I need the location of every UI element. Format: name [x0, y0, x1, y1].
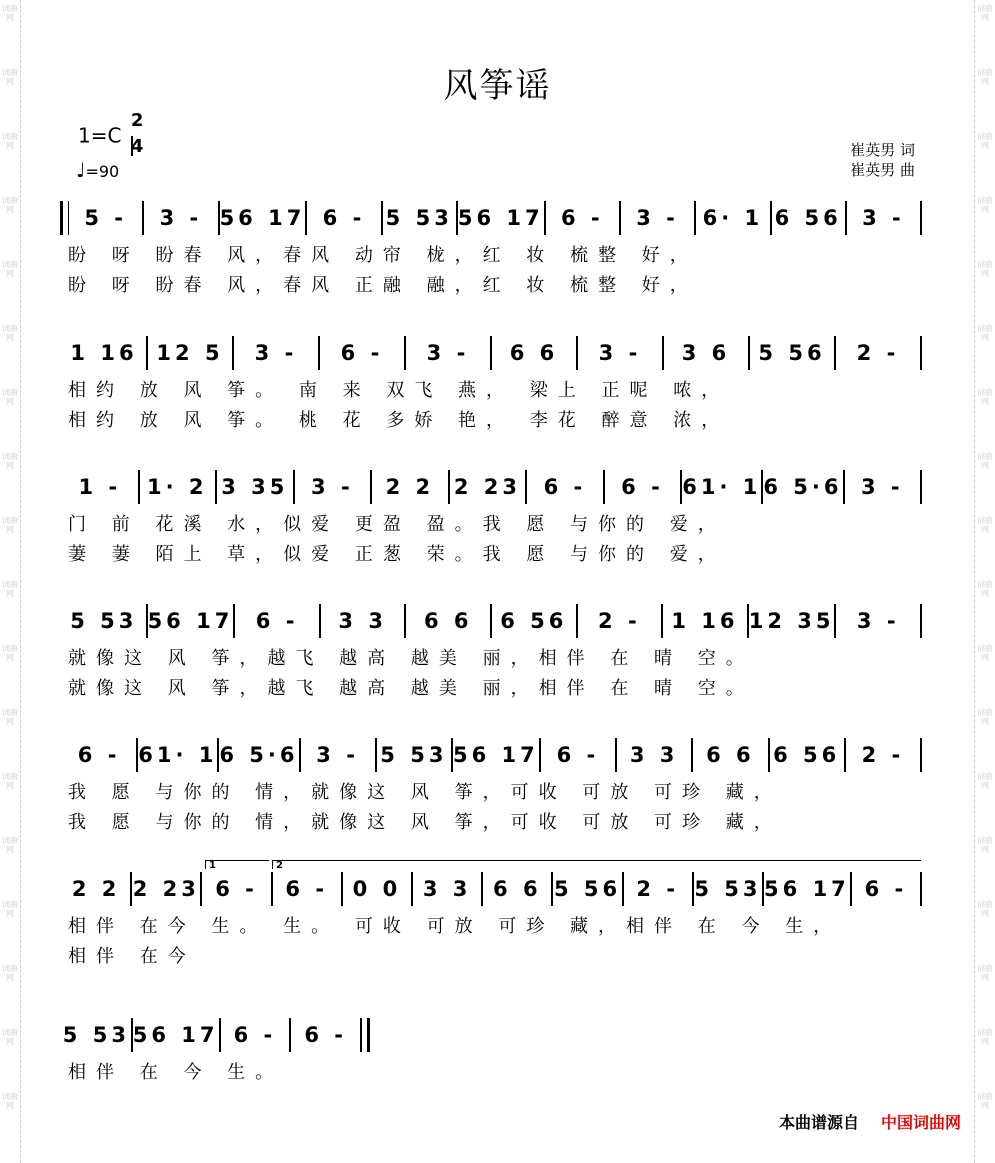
lyric-line: 就像这 风 筝，越飞 越高 越美 丽，相伴 在 晴 空。 — [68, 648, 754, 669]
barline — [920, 201, 922, 235]
watermark-text: 词曲网 — [977, 836, 993, 854]
score-system — [60, 464, 922, 570]
measure: 3 - — [311, 475, 354, 499]
footer-source: 本曲谱源自 — [778, 1113, 859, 1132]
watermark-text: 词曲网 — [2, 1092, 18, 1110]
watermark-text: 词曲网 — [977, 964, 993, 982]
watermark-text: 词曲网 — [2, 196, 18, 214]
barline — [60, 201, 69, 235]
composer: 崔英男 曲 — [850, 161, 915, 179]
measure: 56 17 — [764, 877, 850, 901]
watermark-text: 词曲网 — [2, 260, 18, 278]
key-signature — [78, 112, 143, 162]
measure: 3 - — [426, 341, 470, 365]
lyric-line: 相伴 在 今 生。 — [68, 1062, 284, 1083]
watermark-text: 词曲网 — [2, 580, 18, 598]
measure: 3 3 — [422, 877, 472, 901]
barline — [920, 470, 922, 504]
measure: 6 - — [233, 1023, 277, 1047]
watermark-text: 词曲网 — [2, 452, 18, 470]
measure: 6 5·6 — [763, 475, 843, 499]
watermark-text: 词曲网 — [2, 708, 18, 726]
lyric-line: 就像这 风 筝，越飞 越高 越美 丽，相伴 在 晴 空。 — [68, 678, 754, 699]
score-system — [60, 1012, 370, 1088]
measure: 6 - — [304, 1023, 347, 1047]
measure: 6 56 — [774, 206, 842, 230]
measure: 5 56 — [758, 341, 826, 365]
watermark-text: 词曲网 — [2, 900, 18, 918]
notes-row — [60, 330, 922, 376]
lyric-line: 萋 萋 陌上 草，似爱 正葱 荣。我 愿 与你的 爱， — [68, 544, 726, 565]
score-system — [60, 732, 922, 838]
measure: 5 53 — [70, 609, 138, 633]
watermark-text: 词曲网 — [977, 452, 993, 470]
watermark-text: 词曲网 — [2, 516, 18, 534]
measure: 1 16 — [671, 609, 739, 633]
lyric-line: 门 前 花溪 水，似爱 更盈 盈。我 愿 与你的 爱， — [68, 514, 726, 535]
notes-row — [60, 860, 922, 912]
lyric-line: 我 愿 与你的 情，就像这 风 筝，可收 可放 可珍 藏， — [68, 812, 782, 833]
lyric-line: 我 愿 与你的 情，就像这 风 筝，可收 可放 可珍 藏， — [68, 782, 782, 803]
lyric-line: 相伴 在今 — [68, 946, 196, 967]
notes-row — [60, 598, 922, 644]
measure: 5 53 — [380, 743, 448, 767]
measure: 12 5 — [156, 341, 224, 365]
barline — [920, 604, 922, 638]
measure: 3 - — [254, 341, 298, 365]
watermark-text: 词曲网 — [977, 68, 993, 86]
measure: 12 35 — [748, 609, 835, 633]
lyric-line: 相约 放 风 筝。 桃 花 多娇 艳， 李花 醉意 浓， — [68, 410, 730, 431]
measure: 6 6 — [423, 609, 473, 633]
notes-row — [60, 195, 922, 241]
measure: 5 53 — [62, 1023, 130, 1047]
measure: 5 53 — [694, 877, 762, 901]
watermark-text: 词曲网 — [977, 1092, 993, 1110]
lyric-line: 相伴 在今 生。 生。 可收 可放 可珍 藏，相伴 在 今 生， — [68, 916, 842, 937]
measure: 56 17 — [132, 1023, 219, 1047]
watermark-text: 词曲网 — [977, 324, 993, 342]
measure: 6 - — [621, 475, 664, 499]
measure: 2 - — [861, 743, 905, 767]
score-system — [60, 195, 922, 301]
watermark-text: 词曲网 — [977, 708, 993, 726]
measure: 6 - — [560, 206, 604, 230]
measure: 3 - — [856, 609, 900, 633]
measure: 56 17 — [453, 743, 539, 767]
measure: 6 - — [255, 609, 299, 633]
score-system — [60, 598, 922, 704]
measure: 3 - — [862, 206, 905, 230]
measure: 2 23 — [453, 475, 521, 499]
measure: 5 - — [84, 206, 127, 230]
footer-brand: 中国词曲网 — [880, 1113, 961, 1132]
time-top: 2 — [130, 110, 144, 131]
song-title: 风筝谣 — [443, 66, 552, 106]
watermark-text: 词曲网 — [2, 836, 18, 854]
measure: 2 2 — [385, 475, 435, 499]
measure: 5 53 — [385, 206, 453, 230]
score-system — [60, 330, 922, 436]
tempo-value: =90 — [85, 162, 120, 181]
lyric-line: 盼 呀 盼春 风，春风 动帘 栊，红 妆 梳整 好， — [68, 245, 698, 266]
measure: 3 - — [598, 341, 642, 365]
measure: 3 - — [316, 743, 359, 767]
barline — [920, 336, 922, 370]
measure: 1· 2 — [147, 475, 208, 499]
measure: 3 35 — [221, 475, 289, 499]
measure: 6· 1 — [702, 206, 764, 230]
measure: 6 - — [285, 877, 329, 901]
measure: 6 6 — [509, 341, 559, 365]
measure: 2 - — [636, 877, 680, 901]
quarter-note-icon: ♩ — [76, 158, 86, 182]
second-ending-bracket: 2 — [272, 860, 921, 869]
barline — [360, 1018, 370, 1052]
first-ending-bracket: 1 — [205, 860, 269, 869]
lyricist: 崔英男 词 — [850, 141, 915, 159]
measure: 2 - — [598, 609, 641, 633]
watermark-text: 词曲网 — [977, 4, 993, 22]
watermark-text: 词曲网 — [2, 644, 18, 662]
right-watermark-strip — [974, 0, 995, 1163]
measure: 6 - — [77, 743, 121, 767]
watermark-text: 词曲网 — [2, 388, 18, 406]
notes-row — [60, 732, 922, 778]
measure: 1 - — [78, 475, 122, 499]
measure: 56 17 — [147, 609, 234, 633]
watermark-text: 词曲网 — [2, 132, 18, 150]
barline — [920, 738, 922, 772]
measure: 3 - — [636, 206, 679, 230]
key-label: 1=C — [78, 123, 122, 148]
watermark-text: 词曲网 — [2, 4, 18, 22]
measure: 6 56 — [773, 743, 841, 767]
measure: 2 2 — [71, 877, 121, 901]
time-bottom: 4 — [130, 136, 144, 157]
watermark-text: 词曲网 — [2, 68, 18, 86]
measure: 6 6 — [493, 877, 542, 901]
measure: 3 6 — [681, 341, 731, 365]
measure: 6 - — [340, 341, 384, 365]
measure: 3 3 — [338, 609, 387, 633]
watermark-text: 词曲网 — [977, 900, 993, 918]
notes-row — [60, 464, 922, 510]
measure: 6 - — [543, 475, 587, 499]
tempo-marking — [76, 158, 119, 182]
left-watermark-strip — [0, 0, 21, 1163]
measure: 3 - — [860, 475, 904, 499]
watermark-text: 词曲网 — [2, 772, 18, 790]
watermark-text: 词曲网 — [977, 516, 993, 534]
watermark-text: 词曲网 — [977, 388, 993, 406]
measure: 2 - — [856, 341, 900, 365]
notes-row — [60, 1012, 370, 1058]
measure: 6 - — [864, 877, 908, 901]
watermark-text: 词曲网 — [977, 260, 993, 278]
watermark-text: 词曲网 — [2, 964, 18, 982]
lyric-line: 相约 放 风 筝。 南 来 双飞 燕， 梁上 正呢 哝， — [68, 380, 730, 401]
watermark-text: 词曲网 — [977, 196, 993, 214]
watermark-text: 词曲网 — [977, 1028, 993, 1046]
time-signature — [131, 112, 144, 162]
measure: 56 17 — [219, 206, 306, 230]
watermark-text: 词曲网 — [977, 772, 993, 790]
measure: 6 5·6 — [219, 743, 299, 767]
measure: 6 - — [322, 206, 366, 230]
barline — [920, 872, 922, 906]
watermark-text: 词曲网 — [977, 644, 993, 662]
footer — [779, 1110, 961, 1133]
measure: 61· 1 — [682, 475, 762, 499]
measure: 6 56 — [500, 609, 568, 633]
measure: 5 56 — [553, 877, 622, 901]
measure: 56 17 — [457, 206, 544, 230]
score-system — [60, 860, 922, 972]
measure: 3 3 — [629, 743, 679, 767]
measure: 6 - — [215, 877, 258, 901]
measure: 2 23 — [132, 877, 200, 901]
watermark-text: 词曲网 — [2, 1028, 18, 1046]
measure: 6 6 — [706, 743, 755, 767]
watermark-text: 词曲网 — [2, 324, 18, 342]
lyric-line: 盼 呀 盼春 风，春风 正融 融，红 妆 梳整 好， — [68, 275, 698, 296]
measure: 1 16 — [70, 341, 138, 365]
watermark-text: 词曲网 — [977, 580, 993, 598]
measure: 6 - — [556, 743, 600, 767]
measure: 3 - — [159, 206, 203, 230]
watermark-text: 词曲网 — [977, 132, 993, 150]
credits — [850, 140, 915, 180]
measure: 0 0 — [352, 877, 402, 901]
measure: 61· 1 — [138, 743, 218, 767]
